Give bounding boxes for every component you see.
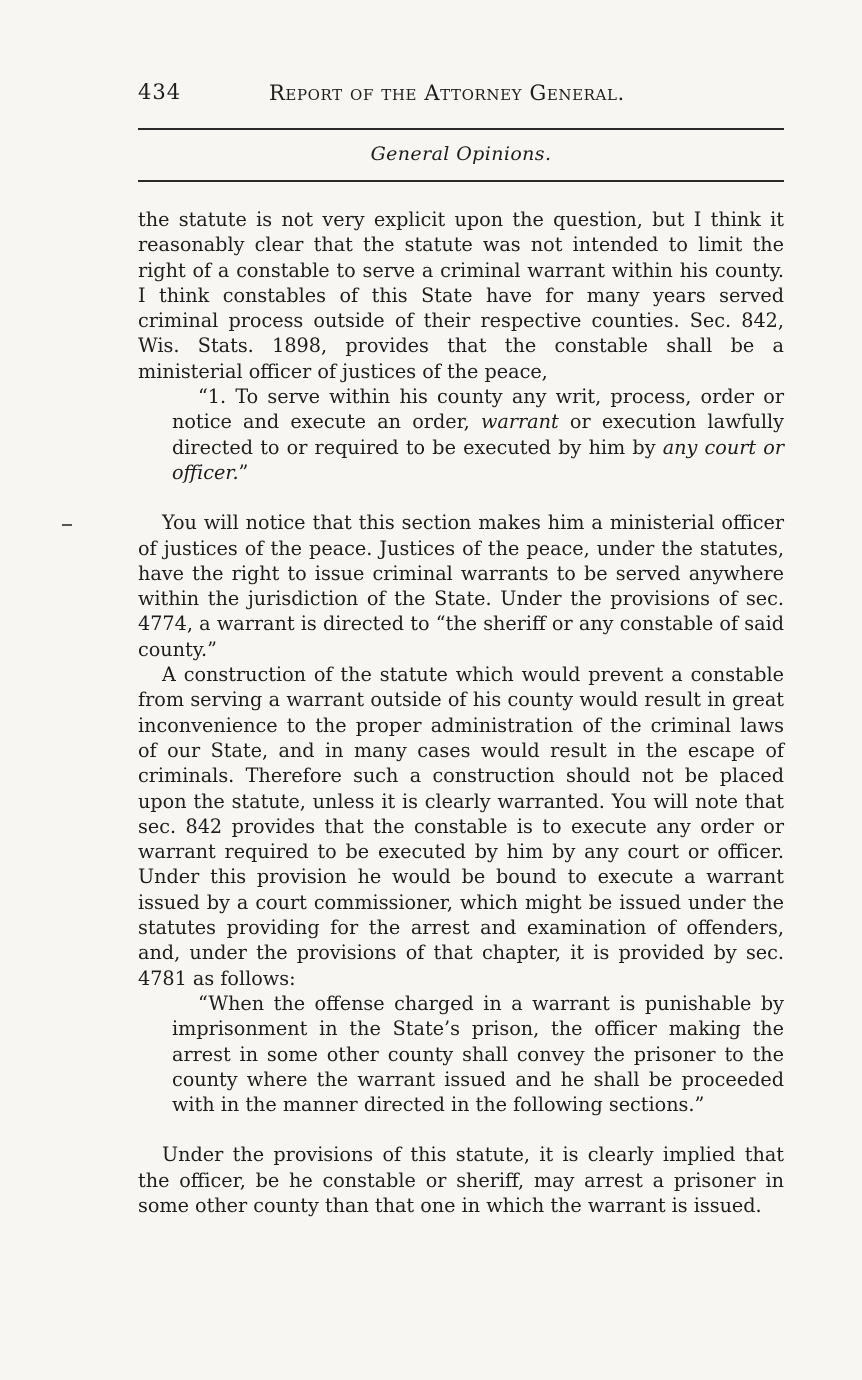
quote-statute-842 (172, 384, 784, 485)
paragraph-3: A construction of the statute which would prevent a constable from serving a warrant outside of his county would result in great inconvenience to the proper administration of the criminal laws of our State, and in many cases would result in the escape of criminals. Therefore such a construction should not be placed upon the statute, unless it is clearly warranted. You will note that sec. 842 provides that the constable is to execute any order or warrant required to be executed by him by any court or officer. Under this provision he would be bound to execute a warrant issued by a court commissioner, which might be issued under the statutes providing for the arrest and examination of offenders, and, under the provisions of that chapter, it is provided by sec. 4781 as follows: (138, 663, 784, 990)
header-rule-top (138, 128, 784, 130)
quote-italic-term: any court or officer. (172, 435, 784, 484)
page-number: 434 (138, 80, 182, 104)
section-heading: General Opinions. (370, 143, 552, 165)
quote-text-part: “1. To serve within his county any writ, process, order or notice and execute an order, (172, 385, 784, 434)
quote-text-part: or execution lawfully directed to or required to be executed by him by (172, 410, 784, 459)
quote-italic-term: warrant (480, 410, 559, 434)
paragraph-gap (138, 1117, 784, 1142)
body-text (138, 207, 784, 1218)
running-title: Report of the Attorney General. (269, 81, 625, 105)
paragraph-4: Under the provisions of this statute, it is clearly implied that the officer, be he constable or sheriff, may arrest a prisoner in some other county than that one in which the warrant is issued. (138, 1143, 784, 1217)
quote-close: ” (238, 460, 249, 484)
margin-mark (62, 524, 72, 526)
header-rule-bottom (138, 180, 784, 182)
paragraph-2: You will notice that this section makes him a ministerial officer of justices of the peace. Justices of the peace, under the statutes, have the right to issue criminal warrants to be served anywhere within the jurisdiction of the State. Under the provisions of sec. 4774, a warrant is directed to “the sheriff or any constable of said county.” (138, 511, 784, 661)
quote-statute-4781: “When the offense charged in a warrant is punishable by imprisonment in the State’s prison, the officer making the arrest in some other county shall convey the prisoner to the county where the warrant issued and he shall be proceeded with in the manner directed in the following sections.” (172, 991, 784, 1117)
paragraph-gap (138, 485, 784, 510)
page-header (138, 80, 784, 110)
paragraph-1: the statute is not very explicit upon the question, but I think it reasonably clear that the statute was not intended to limit the right of a constable to serve a criminal warrant within his county. I think constables of this State have for many years served criminal process outside of their respective counties. Sec. 842, Wis. Stats. 1898, provides that the constable shall be a ministerial officer of justices of the peace, (138, 208, 784, 383)
